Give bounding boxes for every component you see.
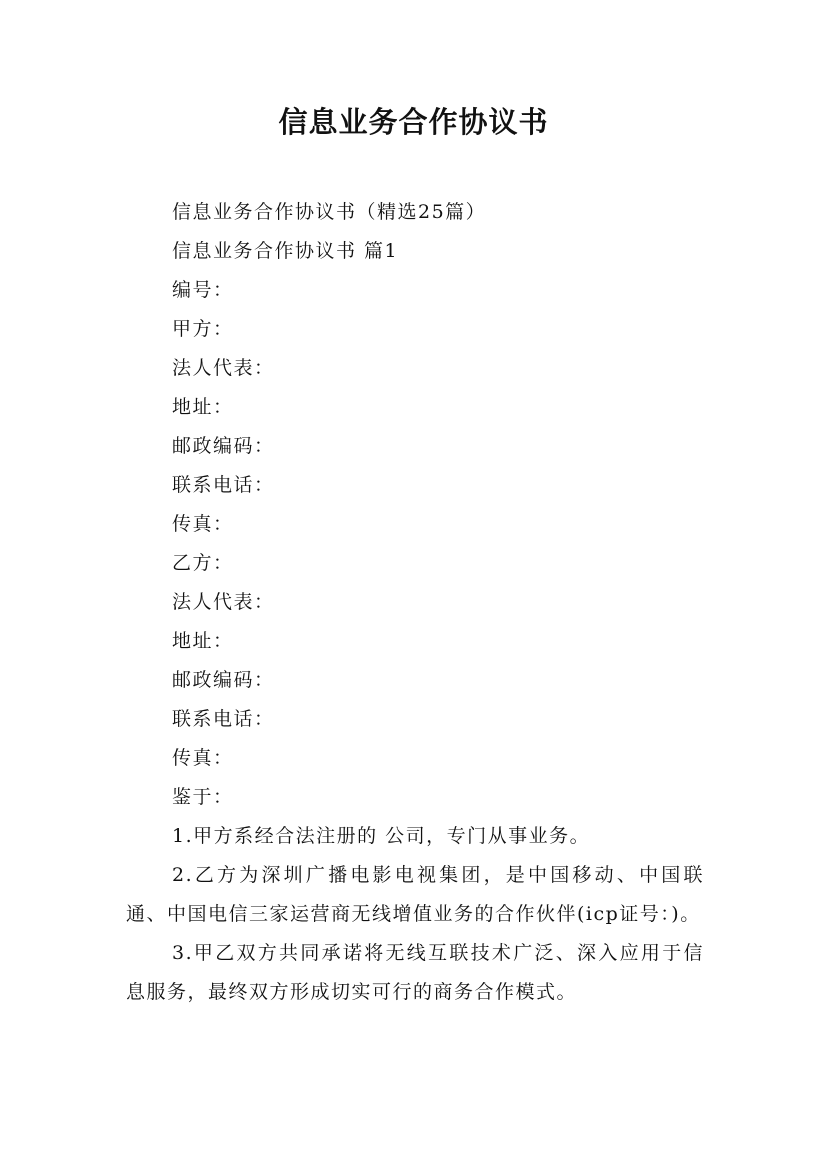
- field-party-a-phone: 联系电话：: [172, 474, 275, 496]
- clause-2: 2.乙方为深圳广播电影电视集团，是中国移动、中国联通、中国电信三家运营商无线增值业务的合作伙伴(icp证号：)。: [126, 864, 704, 925]
- document-title: 信息业务合作协议书: [278, 105, 549, 139]
- subtitle-line: 信息业务合作协议书（精选25篇）: [172, 201, 487, 223]
- field-party-a-postcode: 邮政编码：: [172, 435, 275, 457]
- field-party-b-phone: 联系电话：: [172, 708, 275, 730]
- field-party-b-fax: 传真：: [172, 747, 234, 769]
- document-body: [126, 193, 704, 1012]
- field-party-b-legal-rep: 法人代表：: [172, 591, 275, 613]
- field-party-a-fax: 传真：: [172, 513, 234, 535]
- whereas-heading: 鉴于：: [172, 786, 234, 808]
- clause-1: 1.甲方系经合法注册的 公司，专门从事业务。: [172, 825, 591, 847]
- field-party-b: 乙方：: [172, 552, 234, 574]
- clause-3: 3.甲乙双方共同承诺将无线互联技术广泛、深入应用于信息服务，最终双方形成切实可行的商务合作模式。: [126, 942, 704, 1003]
- field-number: 编号：: [172, 279, 234, 301]
- field-party-b-postcode: 邮政编码：: [172, 669, 275, 691]
- field-party-b-address: 地址：: [172, 630, 234, 652]
- field-party-a: 甲方：: [172, 318, 234, 340]
- field-party-a-address: 地址：: [172, 396, 234, 418]
- field-party-a-legal-rep: 法人代表：: [172, 357, 275, 379]
- section-heading: 信息业务合作协议书 篇1: [172, 240, 399, 262]
